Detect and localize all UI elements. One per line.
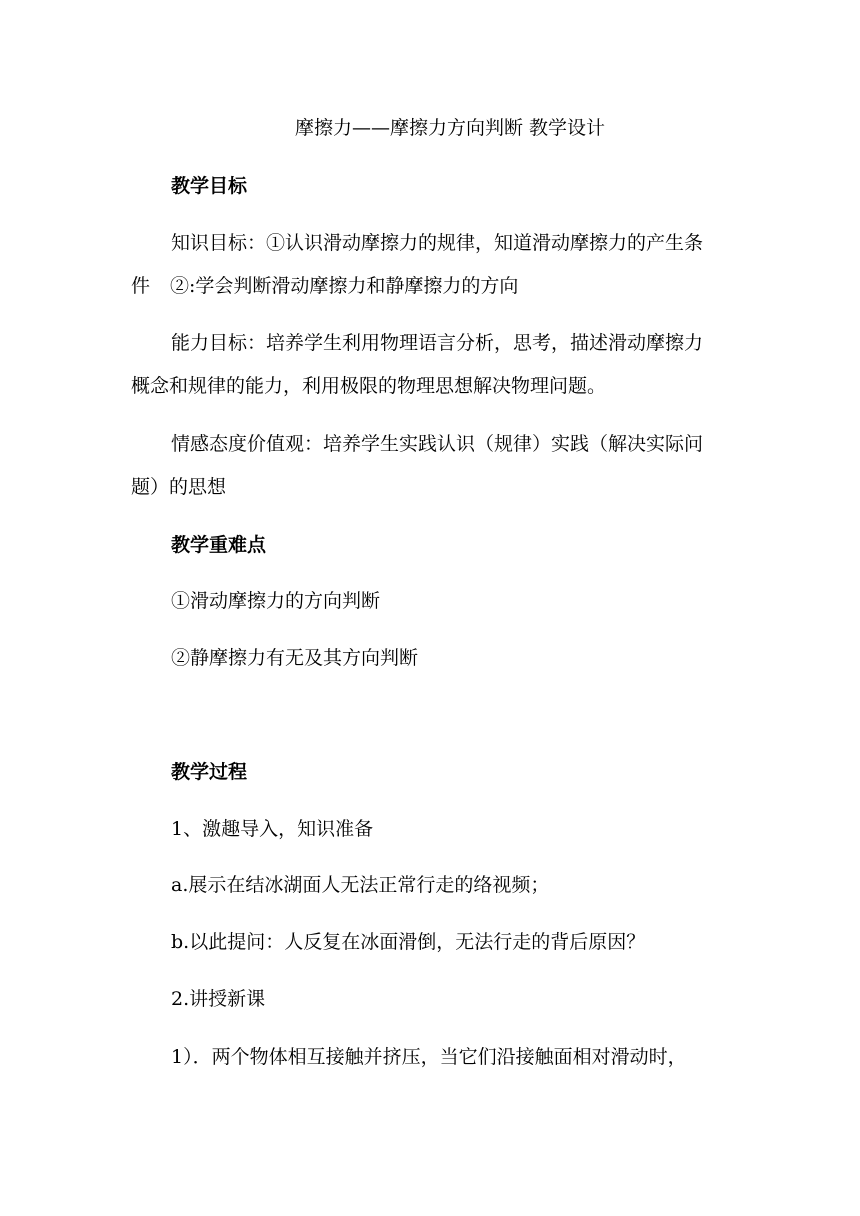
key-points-heading: 教学重难点	[171, 534, 267, 556]
ability-goal-line2: 概念和规律的能力，利用极限的物理思想解决物理问题。	[131, 375, 607, 397]
step-1a: a.展示在结冰湖面人无法正常行走的络视频；	[171, 874, 550, 896]
step-2-1: 1）．两个物体相互接触并挤压，当它们沿接触面相对滑动时，	[171, 1046, 687, 1068]
goals-heading: 教学目标	[171, 175, 248, 197]
knowledge-goal-line2-part2: ②:学会判断滑动摩擦力和静摩擦力的方向	[170, 275, 519, 297]
key-point-2: ②静摩擦力有无及其方向判断	[171, 647, 419, 669]
step-1b: b.以此提问：人反复在冰面滑倒，无法行走的背后原因？	[171, 931, 646, 953]
ability-goal-line1: 能力目标：培养学生利用物理语言分析，思考，描述滑动摩擦力	[171, 332, 704, 354]
knowledge-goal-line1: 知识目标：①认识滑动摩擦力的规律，知道滑动摩擦力的产生条	[171, 232, 704, 254]
process-heading: 教学过程	[171, 761, 248, 783]
step-1: 1、激趣导入，知识准备	[171, 818, 374, 840]
document-title	[0, 116, 860, 140]
document-title-text: 摩擦力——摩擦力方向判断 教学设计	[294, 117, 606, 139]
knowledge-goal-line2-part1: 件	[131, 275, 151, 297]
emotion-goal-line2: 题）的思想	[131, 476, 227, 498]
knowledge-goal-line2	[131, 274, 731, 298]
emotion-goal-line1: 情感态度价值观：培养学生实践认识（规律）实践（解决实际问	[171, 433, 704, 455]
key-point-1: ①滑动摩擦力的方向判断	[171, 590, 381, 612]
step-2: 2.讲授新课	[171, 988, 266, 1010]
